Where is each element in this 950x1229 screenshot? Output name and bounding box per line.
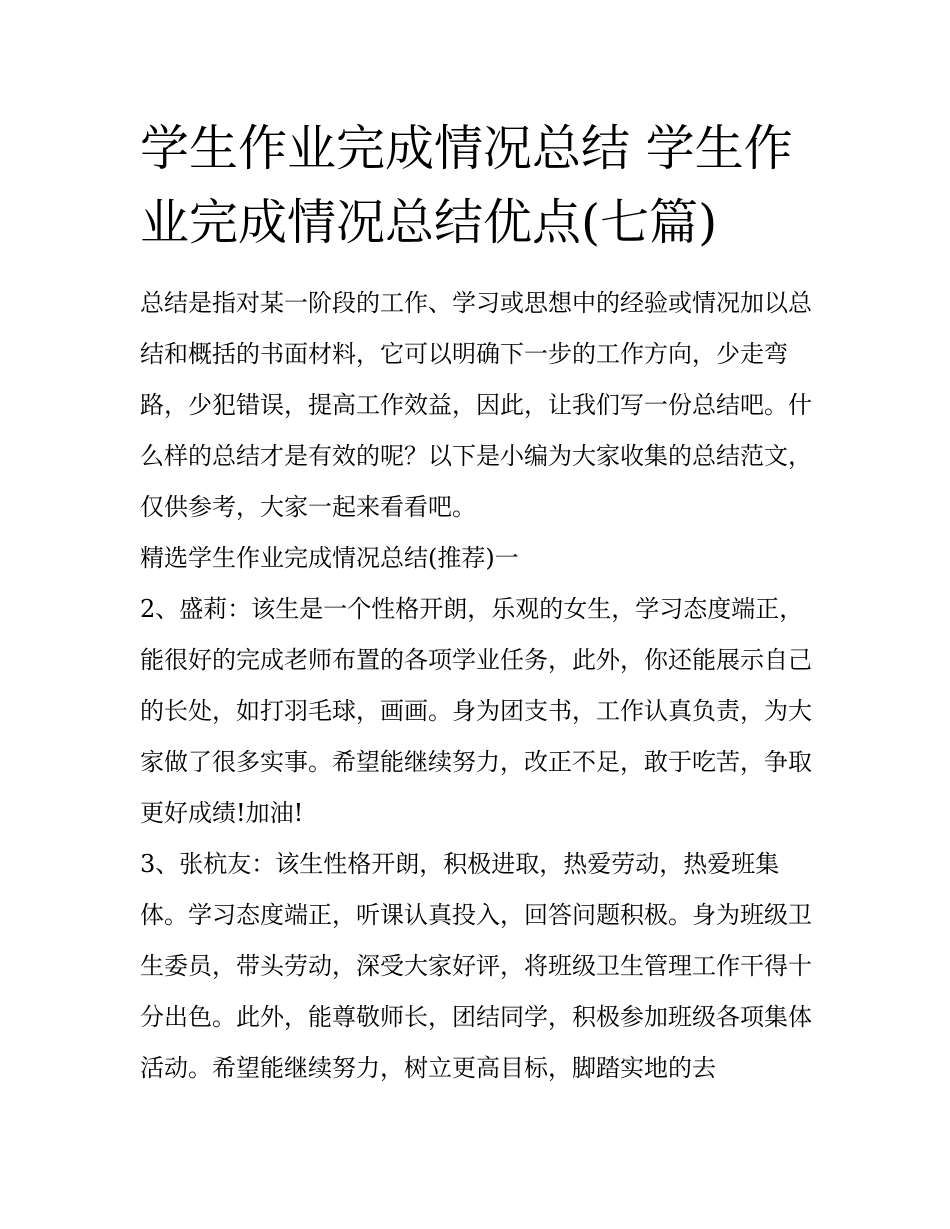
student-comment-paragraph: 2、盛莉：该生是一个性格开朗，乐观的女生，学习态度端正，能很好的完成老师布置的各项学业任务，此外，你还能展示自己的长处，如打羽毛球，画画。身为团支书，工作认真负责，为大家做了很多实事。希望能继续努力，改正不足，敢于吃苦，争取更好成绩!加油!	[140, 595, 812, 827]
document-body	[140, 278, 820, 1094]
intro-paragraph: 总结是指对某一阶段的工作、学习或思想中的经验或情况加以总结和概括的书面材料，它可以明确下一步的工作方向，少走弯路，少犯错误，提高工作效益，因此，让我们写一份总结吧。什么样的总结才是有效的呢？以下是小编为大家收集的总结范文，仅供参考，大家一起来看看吧。	[140, 289, 812, 521]
section-heading: 精选学生作业完成情况总结(推荐)一	[140, 544, 519, 572]
student-comment-paragraph: 3、张杭友：该生性格开朗，积极进取，热爱劳动，热爱班集体。学习态度端正，听课认真投入，回答问题积极。身为班级卫生委员，带头劳动，深受大家好评，将班级卫生管理工作干得十分出色。此外，能尊敬师长，团结同学，积极参加班级各项集体活动。希望能继续努力，树立更高目标，脚踏实地的去	[140, 850, 812, 1082]
page-title: 学生作业完成情况总结 学生作业完成情况总结优点(七篇)	[140, 120, 793, 251]
